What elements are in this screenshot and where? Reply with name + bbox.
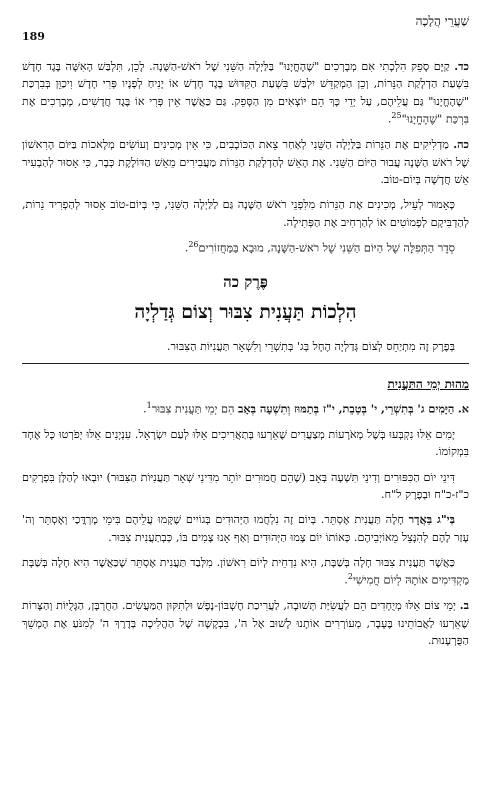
paragraph-text: סֵדֶר הַתְּפִלָּה שֶׁל הַיּוֹם הַשֵּׁנִי שֶׁל רֹאשׁ-הַשָּׁנָה, מוּבָא בַּמַּחֲזוֹרִים: [198, 241, 455, 255]
paragraph-kah: [22, 136, 469, 188]
paragraph-label: א.: [457, 401, 469, 416]
paragraph-seder: סֵדֶר הַתְּפִלָּה שֶׁל הַיּוֹם הַשֵּׁנִי שֶׁל רֹאשׁ-הַשָּׁנָה, מוּבָא בַּמַּחֲזוֹרִים$^{26}$.: [184, 239, 455, 255]
running-header: שַׁעֲרֵי הֲלָכָה: [415, 14, 469, 28]
chapter-title: הִלְכוֹת תַּעֲנִית צִבּוּר וְצוֹם גְּדַלְיָה: [134, 301, 357, 324]
paragraph-text: מַדְלִיקִים אֶת הַנֵּרוֹת בַּלַּיְלָה הַשֵּׁנִי לְאַחַר צֵאת הַכּוֹכָבִים, כִּי אֵין מְכִינִים וְעוֹשִׂים מְלָאכוֹת בַּיּוֹם הָרִאשׁוֹן שֶׁל רֹאשׁ הַשָּׁנָה עֲבוּר הַיּוֹם הַשֵּׁנִי. אֶת הָאֵשׁ לְהַדְלָקַת הַנֵּרוֹת מַעֲבִירִים מֵאֵשׁ הַדּוֹלֶקֶת כְּבָר, כִּי אָסוּר לְהַבְעִיר אֵשׁ חֲדָשָׁה בְּיוֹם-טוֹב.: [22, 138, 469, 186]
paragraph-text: חָלָה תַּעֲנִית אֶסְתֵּר. בְּיוֹם זֶה נִלְחֲמוּ הַיְּהוּדִים בְּגוֹיִים שֶׁקָּמוּ עֲלֵיהֶם בִּימֵי מָרְדֳּכַי וְאֶסְתֵּר וְה' עָזַר לָהֶם לְהִנָּצֵל מֵאוֹיְבֵיהֶם. כְּאוֹתוֹ יוֹם צָמוּ הַיְּהוּדִים וְאַף אָנוּ צָמִים בּוֹ, כְּבְתַעֲנִית צִבּוּר.: [22, 513, 469, 544]
footnote-ref: 25: [391, 111, 402, 121]
paragraph-days: יָמִים אֵלּוּ נִקְבְּעוּ בְּשֶׁל מְאֹרָעוֹת מְצַעֲרִים שֶׁאֵרְעוּ בְּתַאֲרִיכִים אֵלּוּ לְעַם יִשְׂרָאֵל. עִנְיָנִים אֵלּוּ יְפֹרְטוּ כָּל אֶחָד בִּמְקוֹמוֹ.: [22, 427, 469, 459]
section-title: מַהוּת יְמֵי הַתַּעֲנִית: [387, 377, 469, 392]
paragraph-text: יְמֵי צוֹם אֵלּוּ מְיֻחָדִים הֵם לַעֲשִׂיַּת תְּשׁוּבָה, לַעֲרִיכַת חֶשְׁבּוֹן-נֶפֶשׁ וּלְתִקּוּן הַמַּעֲשִׂים. הַחֻרְבָּן, הַגָּלֻיּוֹת וְהַצָּרוֹת שֶׁאֵרְעוּ לַאֲבוֹתֵינוּ בֶּעָבָר, מְעוֹרְרִים אוֹתָנוּ לָשׁוּב אֶל ה', בִּבְקָשָׁה שֶׁל הַהֲלִיכָה בְּדֶרֶךְ ה' לְמִנֹּעַ אֶת הֶמְשֵׁךְ הַפֻּרְעָנוּת.: [22, 599, 469, 648]
page-content: [22, 58, 469, 657]
paragraph-bet: [22, 597, 469, 649]
paragraph-text: הֵם יְמֵי תַּעֲנִית צִבּוּר: [151, 402, 235, 416]
footnote-ref: 2: [347, 572, 353, 582]
chapter-intro: בְּפֶרֶק זֶה מִתְיַחֵס לְצוֹם גְּדַלְיָה הֶחָל בְּג' בְּתִשְׁרֵי וְלִשְׁאָר תַּעֲנִיּוֹת הַצִּבּוּר.: [166, 339, 455, 353]
paragraph-esther: [22, 511, 469, 546]
footnote-ref: 1: [146, 400, 152, 410]
page-number: 189: [22, 30, 45, 43]
paragraph-text: כַּאֲשֶׁר תַּעֲנִית צִבּוּר חָלָה בְּשַׁבָּת, הִיא נִדְחֵית לְיוֹם רִאשׁוֹן. מִלְּבַד תַּעֲנִית אֶסְתֵּר שֶׁכַּאֲשֶׁר הִיא חָלָה בְּשַׁבָּת מַקְדִּימִים אוֹתָהּ לְיוֹם חֲמִישִׁי: [22, 555, 469, 588]
esther-date: בְּי"ג בַּאֲדָר: [408, 512, 455, 527]
fast-dates: הַיָּמִים ג' בְּתִשְׁרֵי, י' בְּטֵבֵת, י"ז בְּתַמּוּז וְתִשְׁעָה בְּאָב: [238, 401, 455, 416]
divider: [22, 363, 469, 365]
paragraph-shabbat: כַּאֲשֶׁר תַּעֲנִית צִבּוּר חָלָה בְּשַׁבָּת, הִיא נִדְחֵית לְיוֹם רִאשׁוֹן. מִלְּבַד תַּעֲנִית אֶסְתֵּר שֶׁכַּאֲשֶׁר הִיא חָלָה בְּשַׁבָּת מַקְדִּימִים אוֹתָהּ לְיוֹם חֲמִישִׁי$^2$.: [22, 555, 469, 588]
chapter-number: פֶּרֶק כה: [223, 273, 268, 292]
paragraph-label: ב.: [459, 598, 469, 613]
footnote-ref: 26: [188, 239, 199, 249]
paragraph-text: קַיָּם סָפֵק הִלְכָתִי אִם מְבָרְכִים "שֶׁהֶחֱיָנוּ" בַּלַּיְלָה הַשֵּׁנִי שֶׁל רֹאשׁ-הַשָּׁנָה. לָכֵן, תִּלְבַּשׁ הָאִשָּׁה בֶּגֶד חָדָשׁ בִּשְׁעַת הַדְלָקַת הַנֵּרוֹת, וְכֵן הַמְקַדֵּשׁ יִלְבַּשׁ בִּשְׁעַת הַקִּדּוּשׁ בֶּגֶד חָדָשׁ אוֹ יָנִיחַ לְפָנָיו פְּרִי חָדָשׁ וִיכַוֵּן בְּבִרְכַּת "שֶׁהֶחֱיָנוּ" גַּם עֲלֵיהֶם, עַל יְדֵי כָּךְ הֵם יוֹצְאִים מִן הַסָּפֵק. גַּם כַּאֲשֶׁר אֵין פְּרִי אוֹ בֶּגֶד חֲדָשִׁים, מְבָרְכִים אֶת בִּרְכַּת "שֶׁהֶחֱיָנוּ": [22, 60, 469, 126]
paragraph-aleph: א. הַיָּמִים ג' בְּתִשְׁרֵי, י' בְּטֵבֵת, י"ז בְּתַמּוּז וְתִשְׁעָה בְּאָב הֵם יְמֵי תַּעֲנִית צִבּוּר$^1$.: [143, 400, 469, 416]
paragraph-laws: דִּינֵי יוֹם הַכִּפּוּרִים וְדִינֵי תִּשְׁעָה בְּאָב (שֶׁהֵם חֲמוּרִים יוֹתֵר מִדִּינֵי שְׁאָר תַּעֲנִיּוֹת הַצִּבּוּר) יוּבְאוּ לְהַלָּן בִּפְרָקִים כ"ז-כ"ח וּבְפֶרֶק ל"ח.: [22, 470, 469, 501]
paragraph-kad: כד. קַיָּם סָפֵק הִלְכָתִי אִם מְבָרְכִים "שֶׁהֶחֱיָנוּ" בַּלַּיְלָה הַשֵּׁנִי שֶׁל רֹאשׁ-הַשָּׁנָה. לָכֵן, תִּלְבַּשׁ הָאִשָּׁה בֶּגֶד חָדָשׁ בִּשְׁעַת הַדְלָקַת הַנֵּרוֹת, וְכֵן הַמְקַדֵּשׁ יִלְבַּשׁ בִּשְׁעַת הַקִּדּוּשׁ בֶּגֶד חָדָשׁ אוֹ יָנִיחַ לְפָנָיו פְּרִי חָדָשׁ וִיכַוֵּן בְּבִרְכַּת "שֶׁהֶחֱיָנוּ" גַּם עֲלֵיהֶם, עַל יְדֵי כָּךְ הֵם יוֹצְאִים מִן הַסָּפֵק. גַּם כַּאֲשֶׁר אֵין פְּרִי אוֹ בֶּגֶד חֲדָשִׁים, מְבָרְכִים אֶת בִּרְכַּת "שֶׁהֶחֱיָנוּ"$^{25}$.: [22, 59, 469, 126]
paragraph-reminder: כָּאָמוּר לְעֵיל, מְכִינִים אֶת הַנֵּרוֹת מִלִּפְנֵי רֹאשׁ הַשָּׁנָה גַּם לַלַּיְלָה הַשֵּׁנִי, כִּי בְּיוֹם-טוֹב אָסוּר לְהַפְרִיד נֵרוֹת, לְהַדְבִּיקָם לְפָמוֹטִים אוֹ לְהַרְחִיב אֶת הַפְּתִילָה.: [22, 198, 469, 229]
paragraph-label: כד.: [454, 59, 469, 73]
paragraph-label: כה.: [453, 137, 469, 152]
